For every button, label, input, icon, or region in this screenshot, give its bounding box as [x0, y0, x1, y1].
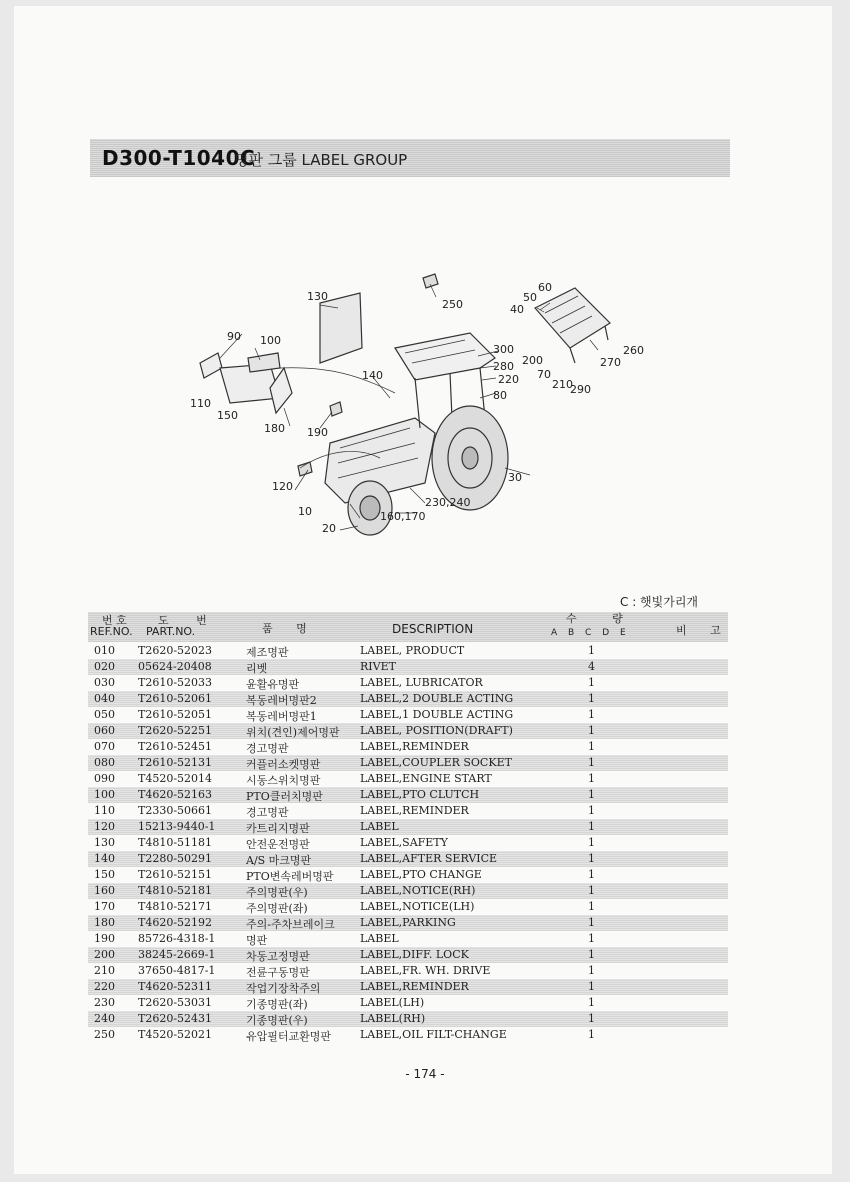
quantity-cell: 1 — [588, 756, 595, 769]
callout-label: 140 — [362, 369, 383, 382]
korean-name-cell: 작업기장착주의 — [246, 982, 321, 995]
description-cell: LABEL,REMINDER — [360, 980, 469, 993]
callout-label: 10 — [298, 505, 312, 518]
table-row — [88, 947, 728, 963]
quantity-cell: 1 — [588, 996, 595, 1009]
header-ref: REF.NO. — [90, 625, 133, 638]
header-remarks: 비 고 — [676, 624, 731, 637]
table-row — [88, 867, 728, 883]
table-row — [88, 931, 728, 947]
callout-label: 70 — [537, 368, 551, 381]
table-row — [88, 755, 728, 771]
table-row — [88, 851, 728, 867]
parts-table-header — [88, 612, 731, 642]
part-no-cell: T4810-51181 — [138, 836, 213, 849]
header-description: DESCRIPTION — [392, 622, 474, 636]
ref-no-cell: 030 — [94, 676, 115, 689]
part-no-cell: 05624-20408 — [138, 660, 212, 673]
quantity-cell: 1 — [588, 868, 595, 881]
part-no-cell: T4810-52181 — [138, 884, 213, 897]
korean-name-cell: 시동스위치명판 — [246, 774, 321, 787]
callout-label: 270 — [600, 356, 621, 369]
quantity-cell: 1 — [588, 676, 595, 689]
ref-no-cell: 150 — [94, 868, 115, 881]
description-cell: LABEL,NOTICE(RH) — [360, 884, 476, 897]
callout-label: 150 — [217, 409, 238, 422]
quantity-cell: 1 — [588, 884, 595, 897]
callout-label: 60 — [538, 281, 552, 294]
callout-label: 210 — [552, 378, 573, 391]
ref-no-cell: 070 — [94, 740, 115, 753]
section-code: D300-T1040C — [102, 146, 256, 170]
ref-no-cell: 180 — [94, 916, 115, 929]
callout-label: 160,170 — [380, 510, 426, 523]
description-cell: LABEL,DIFF. LOCK — [360, 948, 469, 961]
description-cell: LABEL,PTO CHANGE — [360, 868, 482, 881]
korean-name-cell: 리벳 — [246, 662, 268, 675]
quantity-cell: 1 — [588, 836, 595, 849]
header-ref-korean: 번 호 — [102, 614, 127, 627]
quantity-cell: 1 — [588, 804, 595, 817]
callout-label: 50 — [523, 291, 537, 304]
quantity-cell: 1 — [588, 724, 595, 737]
description-cell: LABEL,NOTICE(LH) — [360, 900, 475, 913]
exploded-view-illustration — [180, 268, 660, 540]
description-cell: LABEL, POSITION(DRAFT) — [360, 724, 513, 737]
description-cell: LABEL — [360, 820, 399, 833]
callout-label: 110 — [190, 397, 211, 410]
ref-no-cell: 140 — [94, 852, 115, 865]
korean-name-cell: 경고명판 — [246, 742, 289, 755]
korean-name-cell: 주의명판(우) — [246, 886, 308, 899]
korean-name-cell: 카트리지명판 — [246, 822, 310, 835]
part-no-cell: T2610-52033 — [138, 676, 213, 689]
ref-no-cell: 170 — [94, 900, 115, 913]
part-no-cell: T2610-52051 — [138, 708, 213, 721]
quantity-cell: 1 — [588, 740, 595, 753]
quantity-cell: 1 — [588, 644, 595, 657]
table-row — [88, 691, 728, 707]
ref-no-cell: 050 — [94, 708, 115, 721]
callout-label: 250 — [442, 298, 463, 311]
quantity-cell: 1 — [588, 772, 595, 785]
part-no-cell: T2620-52023 — [138, 644, 213, 657]
part-no-cell: T2330-50661 — [138, 804, 213, 817]
table-row — [88, 739, 728, 755]
korean-name-cell: 복동레버명판1 — [246, 710, 317, 723]
ref-no-cell: 250 — [94, 1028, 115, 1041]
table-row — [88, 819, 728, 835]
part-no-cell: 37650-4817-1 — [138, 964, 216, 977]
korean-name-cell: 복동레버명판2 — [246, 694, 317, 707]
table-row — [88, 915, 728, 931]
callout-label: 90 — [227, 330, 241, 343]
section-title-bar — [90, 139, 730, 177]
korean-name-cell: 윤활유명판 — [246, 678, 300, 691]
part-no-cell: T4520-52014 — [138, 772, 213, 785]
ref-no-cell: 200 — [94, 948, 115, 961]
callout-label: 200 — [522, 354, 543, 367]
description-cell: LABEL,1 DOUBLE ACTING — [360, 708, 514, 721]
korean-name-cell: A/S 마크명판 — [246, 854, 312, 867]
description-cell: LABEL — [360, 932, 399, 945]
table-row — [88, 771, 728, 787]
part-no-cell: 85726-4318-1 — [138, 932, 216, 945]
korean-name-cell: 차동고정명판 — [246, 950, 310, 963]
ref-no-cell: 010 — [94, 644, 115, 657]
quantity-cell: 1 — [588, 964, 595, 977]
quantity-cell: 1 — [588, 932, 595, 945]
korean-name-cell: 주의명판(좌) — [246, 902, 308, 915]
description-cell: LABEL,REMINDER — [360, 804, 469, 817]
description-cell: LABEL,OIL FILT-CHANGE — [360, 1028, 507, 1041]
callout-label: 290 — [570, 383, 591, 396]
ref-no-cell: 060 — [94, 724, 115, 737]
part-no-cell: T2610-52131 — [138, 756, 213, 769]
ref-no-cell: 230 — [94, 996, 115, 1009]
part-no-cell: 38245-2669-1 — [138, 948, 216, 961]
ref-no-cell: 110 — [94, 804, 115, 817]
korean-name-cell: 제조명판 — [246, 646, 289, 659]
quantity-cell: 1 — [588, 980, 595, 993]
tractor-parts-diagram — [180, 268, 660, 540]
korean-name-cell: 경고명판 — [246, 806, 289, 819]
part-no-cell: T4620-52163 — [138, 788, 213, 801]
description-cell: LABEL,ENGINE START — [360, 772, 492, 785]
quantity-cell: 1 — [588, 788, 595, 801]
header-quantity-columns: A B C D E — [551, 628, 630, 638]
table-row — [88, 803, 728, 819]
section-name: 명판 그룹 LABEL GROUP — [234, 151, 408, 169]
header-part-korean: 도 번 — [158, 614, 219, 627]
table-row — [88, 659, 728, 675]
korean-name-cell: 커플러소켓명판 — [246, 758, 321, 771]
ref-no-cell: 240 — [94, 1012, 115, 1025]
korean-name-cell: PTO변속레버명판 — [246, 870, 334, 883]
table-row — [88, 787, 728, 803]
quantity-cell: 1 — [588, 820, 595, 833]
description-cell: LABEL,COUPLER SOCKET — [360, 756, 512, 769]
part-no-cell: T2620-52251 — [138, 724, 213, 737]
callout-label: 180 — [264, 422, 285, 435]
ref-no-cell: 130 — [94, 836, 115, 849]
callout-label: 190 — [307, 426, 328, 439]
sunshade-note: C : 햇빛가리개 — [620, 595, 699, 609]
table-row — [88, 723, 728, 739]
korean-name-cell: 안전운전명판 — [246, 838, 310, 851]
description-cell: LABEL,SAFETY — [360, 836, 448, 849]
quantity-cell: 1 — [588, 852, 595, 865]
callout-label: 80 — [493, 389, 507, 402]
page-number: - 174 - — [405, 1067, 445, 1081]
table-row — [88, 963, 728, 979]
description-cell: LABEL,AFTER SERVICE — [360, 852, 498, 865]
table-row — [88, 995, 728, 1011]
header-part-no: PART.NO. — [146, 625, 196, 638]
header-quantity-korean: 수 량 — [566, 612, 639, 625]
quantity-cell: 1 — [588, 900, 595, 913]
quantity-cell: 1 — [588, 916, 595, 929]
quantity-cell: 1 — [588, 692, 595, 705]
quantity-cell: 1 — [588, 1012, 595, 1025]
description-cell: LABEL(LH) — [360, 996, 425, 1009]
korean-name-cell: 전륜구동명판 — [246, 966, 310, 979]
ref-no-cell: 040 — [94, 692, 115, 705]
table-row — [88, 1027, 728, 1043]
quantity-cell: 1 — [588, 948, 595, 961]
quantity-cell: 4 — [588, 660, 595, 673]
quantity-cell: 1 — [588, 708, 595, 721]
table-row — [88, 707, 728, 723]
callout-label: 120 — [272, 480, 293, 493]
ref-no-cell: 120 — [94, 820, 115, 833]
description-cell: LABEL,REMINDER — [360, 740, 469, 753]
ref-no-cell: 190 — [94, 932, 115, 945]
description-cell: LABEL,2 DOUBLE ACTING — [360, 692, 514, 705]
callout-label: 220 — [498, 373, 519, 386]
part-no-cell: T4810-52171 — [138, 900, 213, 913]
part-no-cell: T4620-52311 — [138, 980, 213, 993]
part-no-cell: T4520-52021 — [138, 1028, 213, 1041]
description-cell: RIVET — [360, 660, 396, 673]
part-no-cell: T2610-52451 — [138, 740, 213, 753]
callout-label: 130 — [307, 290, 328, 303]
ref-no-cell: 080 — [94, 756, 115, 769]
table-row — [88, 835, 728, 851]
part-no-cell: T2610-52151 — [138, 868, 213, 881]
part-no-cell: T2280-50291 — [138, 852, 213, 865]
korean-name-cell: 위치(견인)제어명판 — [246, 726, 340, 739]
description-cell: LABEL(RH) — [360, 1012, 426, 1025]
table-row — [88, 883, 728, 899]
description-cell: LABEL,PARKING — [360, 916, 456, 929]
callout-label: 40 — [510, 303, 524, 316]
part-no-cell: T2610-52061 — [138, 692, 213, 705]
quantity-cell: 1 — [588, 1028, 595, 1041]
callout-label: 30 — [508, 471, 522, 484]
table-row — [88, 675, 728, 691]
ref-no-cell: 100 — [94, 788, 115, 801]
description-cell: LABEL, PRODUCT — [360, 644, 465, 657]
description-cell: LABEL, LUBRICATOR — [360, 676, 483, 689]
description-cell: LABEL,FR. WH. DRIVE — [360, 964, 491, 977]
ref-no-cell: 220 — [94, 980, 115, 993]
korean-name-cell: 기종명판(우) — [246, 1014, 308, 1027]
korean-name-cell: 명판 — [246, 934, 268, 947]
korean-name-cell: 기종명판(좌) — [246, 998, 308, 1011]
parts-table-body — [88, 643, 728, 1043]
callout-label: 280 — [493, 360, 514, 373]
korean-name-cell: 주의-주차브레이크 — [246, 918, 335, 931]
part-no-cell: T4620-52192 — [138, 916, 213, 929]
part-no-cell: T2620-53031 — [138, 996, 213, 1009]
callout-label: 100 — [260, 334, 281, 347]
part-no-cell: 15213-9440-1 — [138, 820, 216, 833]
table-row — [88, 1011, 728, 1027]
table-row — [88, 899, 728, 915]
korean-name-cell: 유압필터교환명판 — [246, 1030, 332, 1043]
table-row — [88, 643, 728, 659]
callout-label: 230,240 — [425, 496, 471, 509]
callout-label: 300 — [493, 343, 514, 356]
callout-label: 260 — [623, 344, 644, 357]
ref-no-cell: 020 — [94, 660, 115, 673]
part-no-cell: T2620-52431 — [138, 1012, 213, 1025]
ref-no-cell: 210 — [94, 964, 115, 977]
table-row — [88, 979, 728, 995]
ref-no-cell: 090 — [94, 772, 115, 785]
korean-name-cell: PTO클러치명판 — [246, 790, 323, 803]
callout-label: 20 — [322, 522, 336, 535]
description-cell: LABEL,PTO CLUTCH — [360, 788, 480, 801]
header-name-korean: 품 명 — [262, 622, 317, 635]
ref-no-cell: 160 — [94, 884, 115, 897]
